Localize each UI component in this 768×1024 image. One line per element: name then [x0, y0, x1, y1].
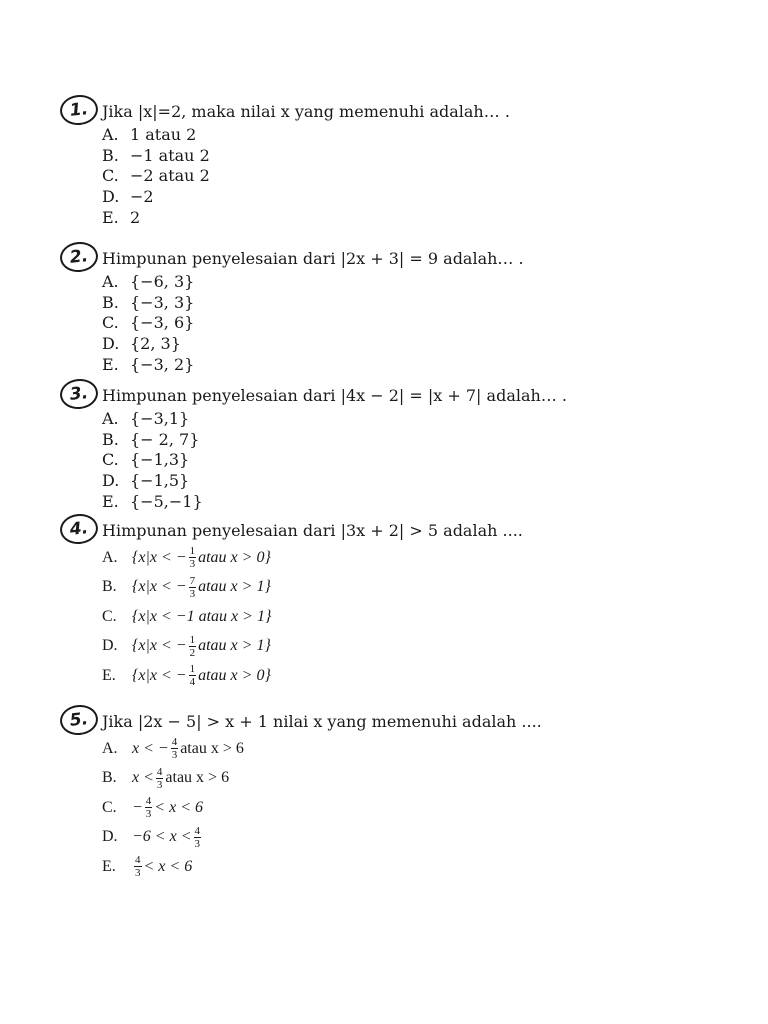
option-letter: C.	[102, 798, 117, 816]
fraction-numerator: 4	[194, 824, 200, 837]
option-letter: E.	[102, 857, 116, 875]
fraction-numerator: 4	[156, 765, 163, 778]
option-c	[102, 602, 700, 632]
question-number: 3.	[59, 377, 100, 411]
option-text: {−6, 3}	[130, 271, 195, 291]
option-text: {−3,1}	[130, 408, 190, 428]
option-d	[102, 632, 700, 662]
option-letter: E.	[102, 666, 116, 684]
option-letter: A.	[102, 124, 119, 144]
option-text: {−3, 6}	[130, 313, 195, 333]
fraction	[171, 736, 179, 761]
option-expression-tail: atau x > 6	[165, 769, 230, 787]
option-expression: {x|x < −1 atau x > 1}	[132, 607, 272, 625]
option-a	[102, 271, 700, 292]
option-letter: A.	[102, 548, 118, 566]
option-d	[102, 333, 700, 354]
question-1	[60, 98, 700, 228]
option-e	[102, 852, 700, 882]
option-expression-tail: atau x > 6	[180, 739, 244, 757]
fraction-denominator: 3	[194, 837, 200, 850]
option-text: {−5,−1}	[130, 492, 203, 512]
option-c	[102, 793, 700, 823]
fraction-denominator: 3	[189, 587, 196, 600]
option-text: 2	[130, 208, 141, 228]
option-text: {− 2, 7}	[130, 429, 200, 449]
option-letter: A.	[102, 408, 119, 428]
fraction-denominator: 4	[189, 676, 196, 689]
option-letter: D.	[102, 187, 120, 207]
option-expression: {x|x < −	[132, 637, 187, 655]
option-letter: E.	[102, 355, 119, 375]
option-b	[102, 292, 700, 313]
option-a	[102, 408, 700, 429]
option-c	[102, 450, 700, 471]
option-expression: −6 < x <	[132, 828, 192, 846]
option-a	[102, 734, 700, 764]
option-c	[102, 166, 700, 187]
option-d	[102, 470, 700, 491]
fraction-numerator: 1	[189, 633, 196, 646]
fraction-denominator: 3	[135, 867, 141, 880]
option-letter: E.	[102, 208, 119, 228]
option-expression: {x|x < −	[132, 578, 187, 596]
option-b	[102, 764, 700, 794]
fraction	[189, 545, 197, 570]
option-expression-tail: atau x > 0}	[198, 548, 271, 566]
fraction	[134, 854, 142, 879]
option-letter: C.	[102, 450, 119, 470]
option-d	[102, 186, 700, 207]
option-text: {2, 3}	[130, 334, 181, 354]
option-text: −2	[130, 187, 154, 207]
option-text: −2 atau 2	[130, 166, 210, 186]
fraction	[189, 575, 197, 600]
option-letter: B.	[102, 578, 117, 596]
option-e	[102, 207, 700, 228]
question-2	[60, 245, 700, 375]
fraction-denominator: 2	[189, 646, 196, 659]
fraction	[194, 825, 202, 850]
fraction-numerator: 4	[145, 795, 152, 808]
option-text: −1 atau 2	[130, 145, 210, 165]
option-b	[102, 429, 700, 450]
option-c	[102, 313, 700, 334]
option-expression: −	[132, 798, 143, 816]
option-expression: x <	[132, 769, 154, 787]
question-number: 2.	[59, 240, 100, 274]
question-text: Himpunan penyelesaian dari |2x + 3| = 9 adalah… .	[102, 248, 524, 268]
question-text: Himpunan penyelesaian dari |4x − 2| = |x + 7| adalah… .	[102, 385, 567, 405]
option-d	[102, 823, 700, 853]
fraction	[145, 795, 153, 820]
option-b	[102, 573, 700, 603]
option-expression: {x|x < −	[132, 666, 187, 684]
fraction-numerator: 4	[135, 854, 141, 867]
fraction-numerator: 1	[189, 663, 196, 676]
option-letter: B.	[102, 769, 117, 787]
question-text: Himpunan penyelesaian dari |3x + 2| > 5 adalah ....	[102, 520, 523, 540]
fraction-numerator: 7	[189, 574, 196, 587]
option-letter: D.	[102, 637, 118, 655]
option-e	[102, 354, 700, 375]
option-letter: C.	[102, 607, 117, 625]
question-3	[60, 382, 700, 512]
fraction	[189, 663, 197, 688]
fraction-denominator: 3	[171, 749, 178, 762]
fraction	[156, 766, 164, 791]
option-letter: D.	[102, 828, 118, 846]
question-text: Jika |x|=2, maka nilai x yang memenuhi adalah… .	[102, 101, 510, 121]
option-expression: {x|x < −	[132, 548, 187, 566]
option-letter: D.	[102, 334, 120, 354]
option-e	[102, 491, 700, 512]
option-text: {−1,5}	[130, 471, 190, 491]
option-e	[102, 661, 700, 691]
option-expression-tail: atau x > 0}	[198, 666, 271, 684]
question-4	[60, 517, 700, 691]
option-text: 1 atau 2	[130, 124, 197, 144]
question-number: 1.	[59, 93, 100, 127]
fraction-numerator: 4	[171, 736, 178, 749]
option-letter: B.	[102, 145, 119, 165]
option-text: {−1,3}	[130, 450, 190, 470]
option-a	[102, 124, 700, 145]
fraction-denominator: 3	[145, 808, 152, 821]
option-a	[102, 543, 700, 573]
option-expression-tail: atau x > 1}	[198, 578, 271, 596]
option-letter: D.	[102, 471, 120, 491]
option-expression: x < −	[132, 739, 169, 757]
question-5	[60, 708, 700, 882]
fraction-denominator: 3	[156, 778, 163, 791]
option-letter: A.	[102, 271, 119, 291]
option-expression-tail: < x < 6	[143, 857, 193, 875]
option-b	[102, 145, 700, 166]
fraction	[189, 634, 197, 659]
option-letter: B.	[102, 292, 119, 312]
fraction-numerator: 1	[189, 545, 196, 558]
option-expression-tail: atau x > 1}	[198, 637, 271, 655]
question-number: 4.	[59, 512, 100, 546]
option-letter: C.	[102, 166, 119, 186]
option-expression-tail: < x < 6	[154, 798, 203, 816]
option-letter: C.	[102, 313, 119, 333]
option-letter: B.	[102, 429, 119, 449]
option-letter: E.	[102, 492, 119, 512]
option-text: {−3, 2}	[130, 355, 195, 375]
fraction-denominator: 3	[189, 558, 196, 571]
option-text: {−3, 3}	[130, 292, 195, 312]
question-text: Jika |2x − 5| > x + 1 nilai x yang memenuhi adalah ....	[102, 711, 542, 731]
question-number: 5.	[59, 703, 100, 737]
option-letter: A.	[102, 739, 118, 757]
